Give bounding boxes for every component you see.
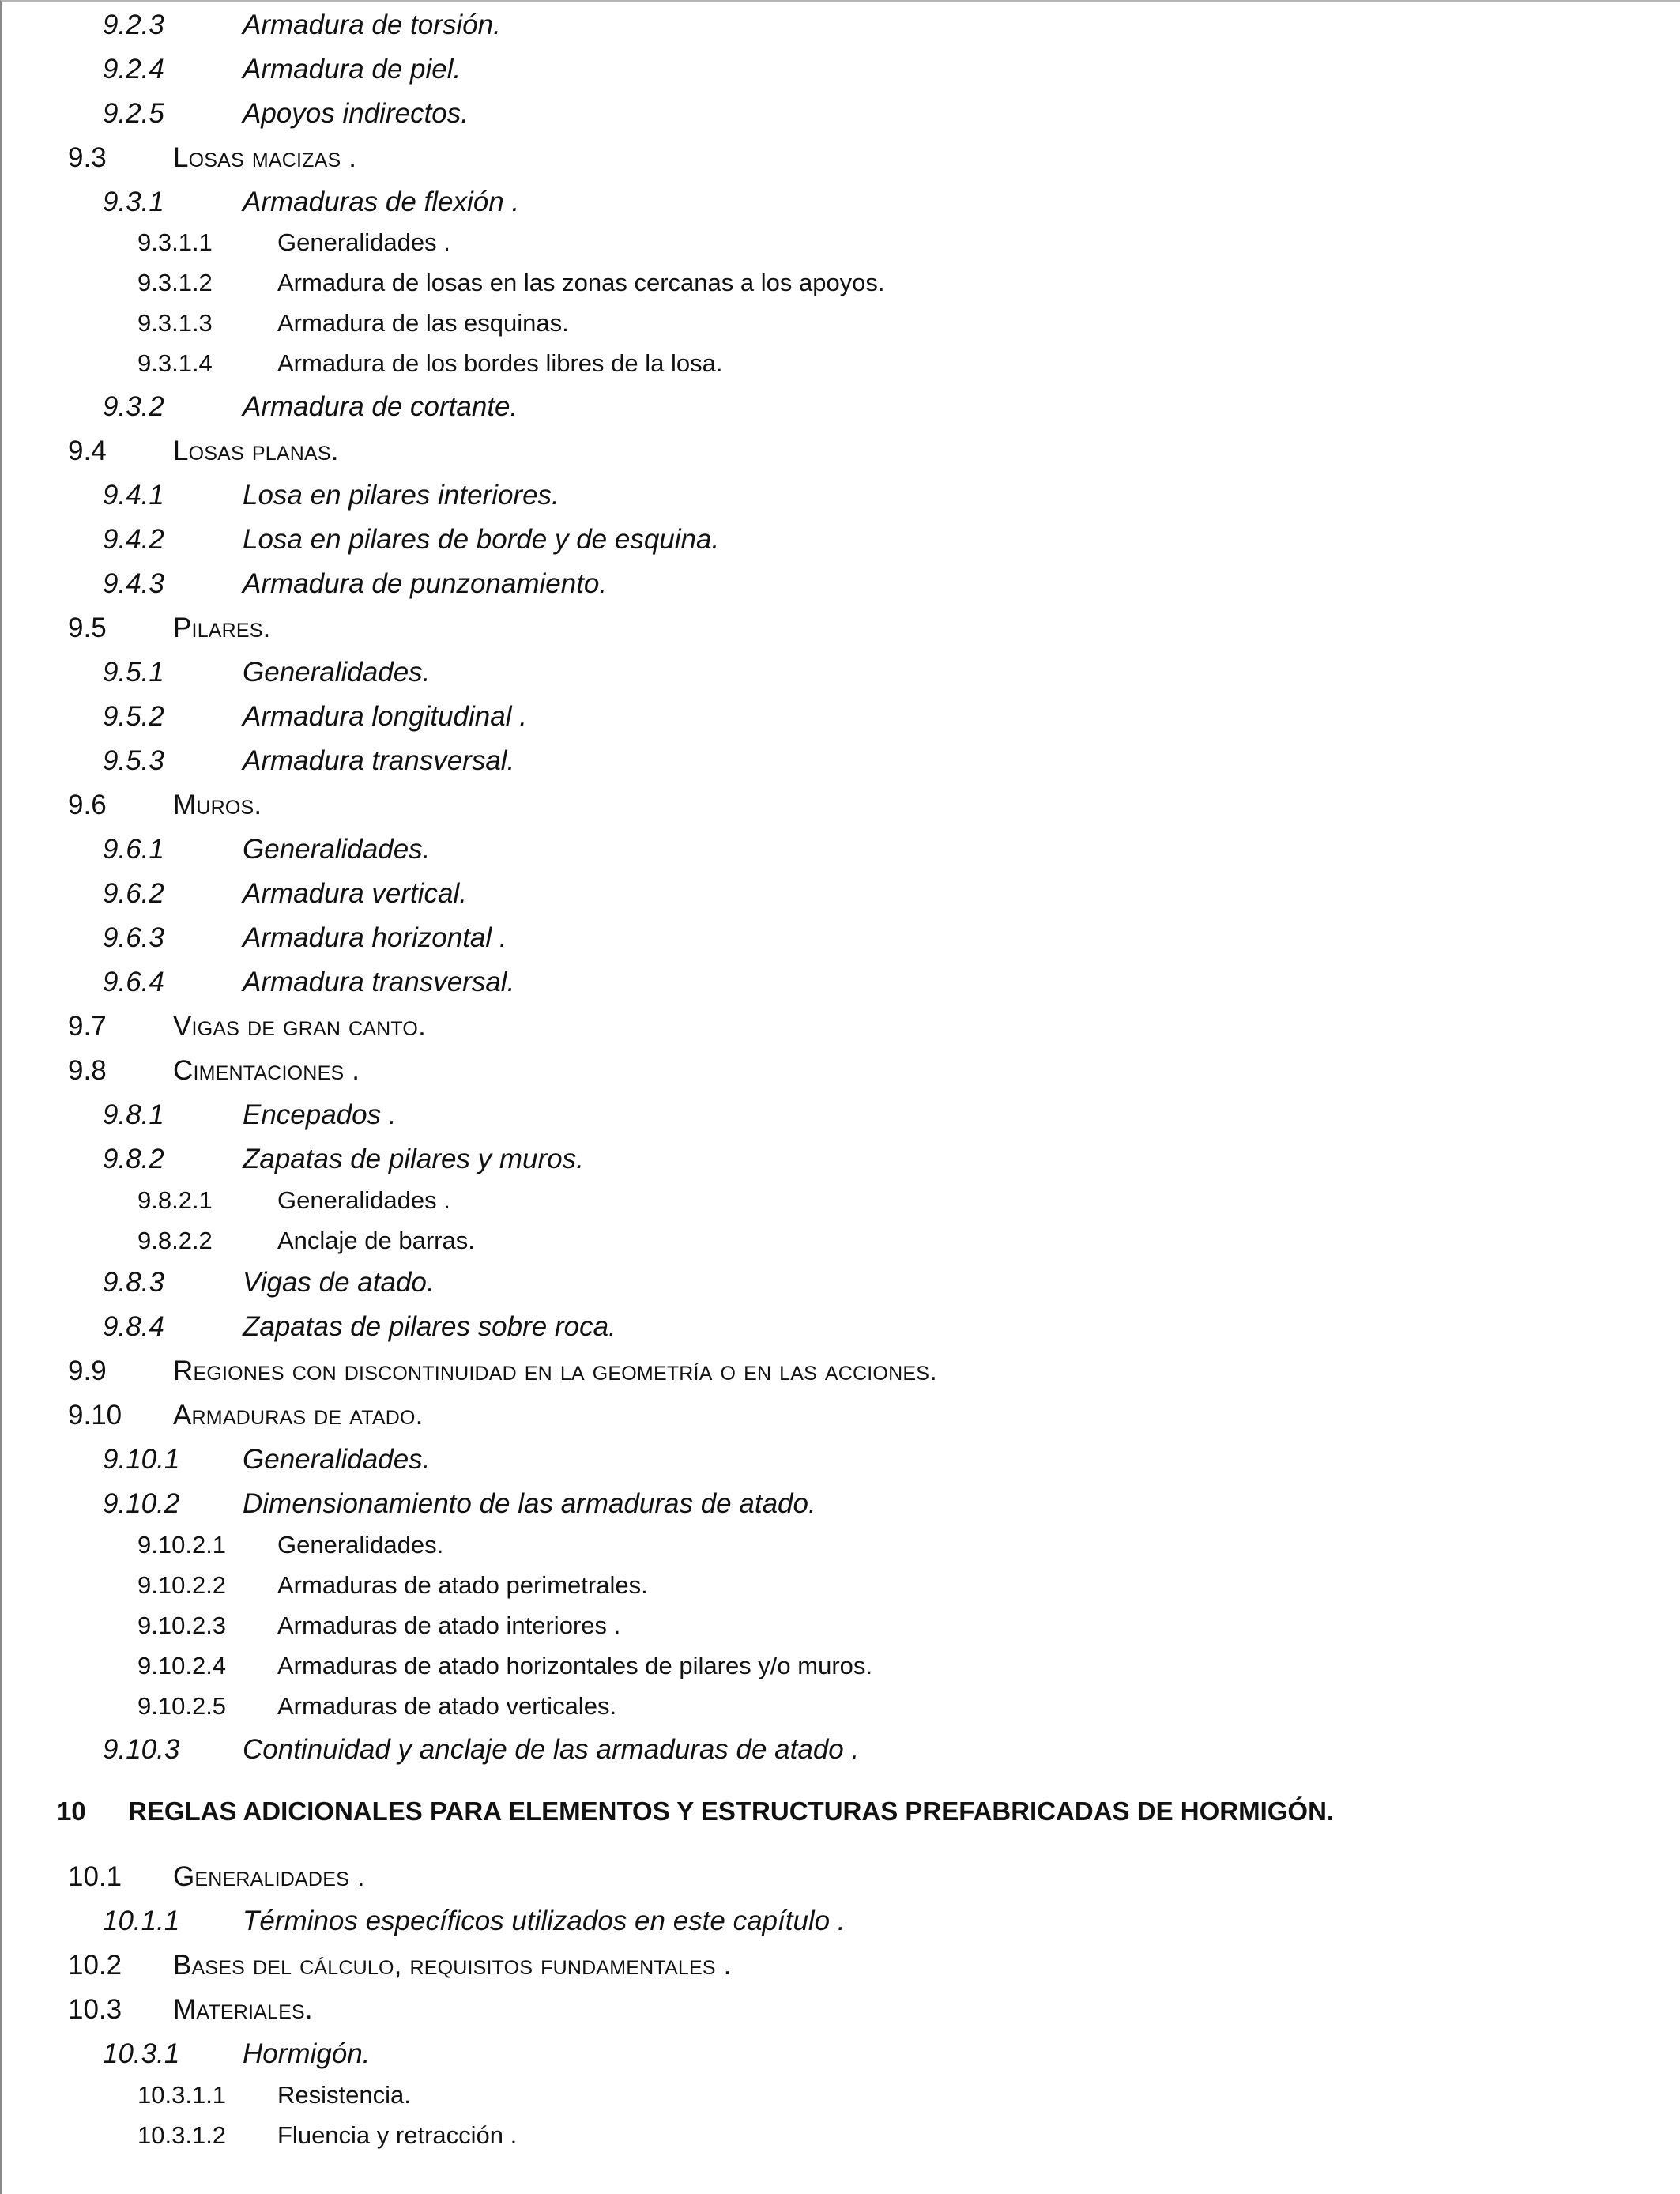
toc-entry-number: 10.3.1.2 [137,2121,227,2149]
toc-entry-title: Fluencia y retracción . [277,2121,518,2149]
toc-entry-number: 9.3.2 [103,391,164,422]
toc-entry-title: Armadura vertical. [243,878,467,909]
toc-entry-number: 9.8.1 [103,1099,164,1130]
toc-entry-title: Continuidad y anclaje de las armaduras de atado . [243,1734,860,1765]
toc-entry-number: 10 [57,1796,86,1826]
toc-entry-title: Losas planas. [173,435,339,466]
toc-entry-title: Armadura horizontal . [243,922,507,953]
toc-entry-number: 9.5.2 [103,701,164,732]
toc-entry-title: Armaduras de atado horizontales de pilares y/o muros. [277,1652,873,1679]
toc-entry-title: Armaduras de atado interiores . [277,1612,621,1639]
toc-entry-number: 9.3.1.4 [137,349,213,377]
toc-entry-title: Losa en pilares interiores. [243,480,559,511]
toc-entry-number: 9.2.3 [103,9,164,40]
toc-entry-number: 9.3.1.1 [137,228,213,256]
toc-entry-title: Hormigón. [243,2038,371,2069]
toc-entry-number: 10.1 [68,1861,122,1892]
toc-entry-title: Armadura de losas en las zonas cercanas a los apoyos. [277,269,885,296]
toc-entry-title: Generalidades . [277,1186,450,1214]
toc-entry-number: 9.8.3 [103,1267,164,1298]
toc-entry-number: 9.10.2.5 [137,1692,227,1720]
toc-entry-number: 9.3.1.2 [137,269,213,296]
toc-entry-title: Vigas de atado. [243,1267,435,1298]
toc-entry-title: Resistencia. [277,2081,411,2109]
toc-entry-title: Generalidades. [243,1444,431,1475]
toc-entry-number: 9.6.3 [103,922,164,953]
toc-entry-title: Armadura transversal. [243,745,515,776]
toc-entry-title: Apoyos indirectos. [243,98,469,129]
toc-entry-title: Encepados . [243,1099,397,1130]
toc-entry-title: Armaduras de atado perimetrales. [277,1571,648,1599]
toc-entry-number: 9.7 [68,1011,107,1042]
toc-entry-title: Generalidades . [277,228,450,256]
toc-entry-number: 9.2.4 [103,54,164,85]
toc-entry-title: Bases del cálculo, requisitos fundamentales . [173,1950,732,1981]
toc-entry-title: Armadura de punzonamiento. [243,568,608,599]
toc-entry-title: Materiales. [173,1994,313,2025]
toc-entry-number: 10.1.1 [103,1906,180,1936]
toc-entry-title: Anclaje de barras. [277,1227,475,1254]
toc-entry-number: 9.5 [68,613,107,643]
toc-entry-title: Muros. [173,790,262,820]
toc-entry-number: 9.10.2.3 [137,1612,227,1639]
toc-entry-number: 9.10.1 [103,1444,180,1475]
toc-entry-title: Armadura longitudinal . [243,701,527,732]
toc-entry-title: Armadura de piel. [243,54,461,85]
toc-entry-number: 9.2.5 [103,98,164,129]
toc-entry-number: 9.10.2.4 [137,1652,227,1679]
toc-entry-number: 9.5.1 [103,657,164,688]
toc-entry-number: 9.8.4 [103,1311,164,1342]
toc-entry-number: 9.10.2.1 [137,1531,227,1559]
toc-entry-title: Generalidades. [243,834,431,865]
toc-entry-title: Términos específicos utilizados en este capítulo . [243,1906,846,1936]
toc-entry-number: 9.6.4 [103,967,164,997]
toc-entry-number: 9.10.3 [103,1734,180,1765]
toc-entry-number: 9.9 [68,1355,107,1386]
toc-entry-number: 9.10.2 [103,1488,180,1519]
toc-entry-number: 9.4.1 [103,480,164,511]
toc-entry-number: 9.8 [68,1055,107,1086]
toc-entry-number: 10.3.1.1 [137,2081,227,2109]
toc-entry-number: 9.6 [68,790,107,820]
toc-entry-number: 9.6.2 [103,878,164,909]
toc-entry-title: Losa en pilares de borde y de esquina. [243,524,720,555]
toc-entry-title: Armaduras de atado. [173,1400,424,1431]
toc-entry-number: 9.4 [68,435,107,466]
toc-entry-number: 10.3 [68,1994,122,2025]
toc-entry-number: 9.8.2 [103,1144,164,1174]
toc-entry-title: Armaduras de flexión . [243,187,520,217]
toc-entry-title: Armadura de los bordes libres de la losa. [277,349,723,377]
toc-entry-number: 9.8.2.2 [137,1227,213,1254]
toc-entry-title: Armaduras de atado verticales. [277,1692,617,1720]
toc-entry-number: 10.2 [68,1950,122,1981]
toc-entry-title: Losas macizas . [173,142,357,173]
toc-entry-title: Armadura de torsión. [243,9,501,40]
toc-entry-number: 9.4.3 [103,568,164,599]
toc-entry-title: Zapatas de pilares y muros. [243,1144,584,1174]
toc-entry-number: 9.8.2.1 [137,1186,213,1214]
toc-entry-number: 9.6.1 [103,834,164,865]
toc-entry-title: Cimentaciones . [173,1055,360,1086]
toc-entry-number: 9.4.2 [103,524,164,555]
toc-entry-title: Pilares. [173,613,271,643]
toc-entry-title: Zapatas de pilares sobre roca. [243,1311,616,1342]
toc-entry-number: 9.5.3 [103,745,164,776]
toc-entry-title: Dimensionamiento de las armaduras de atado. [243,1488,816,1519]
toc-entry-title: Generalidades. [243,657,431,688]
toc-entry-number: 9.3.1.3 [137,309,213,337]
toc-entry-title: Regiones con discontinuidad en la geometría o en las acciones. [173,1355,937,1386]
toc-entry-title: REGLAS ADICIONALES PARA ELEMENTOS Y ESTRUCTURAS PREFABRICADAS DE HORMIGÓN. [128,1796,1335,1826]
toc-entry-title: Generalidades . [173,1861,365,1892]
toc-entry-number: 9.3 [68,142,107,173]
toc-entry-number: 10.3.1 [103,2038,180,2069]
toc-entry-title: Generalidades. [277,1531,444,1559]
toc-entry-title: Armadura de cortante. [243,391,518,422]
toc-entry-title: Armadura transversal. [243,967,515,997]
toc-entry-number: 9.10 [68,1400,122,1431]
toc-entry-title: Armadura de las esquinas. [277,309,569,337]
toc-entry-number: 9.10.2.2 [137,1571,227,1599]
toc-entry-title: Vigas de gran canto. [173,1011,426,1042]
toc-entry-number: 9.3.1 [103,187,164,217]
